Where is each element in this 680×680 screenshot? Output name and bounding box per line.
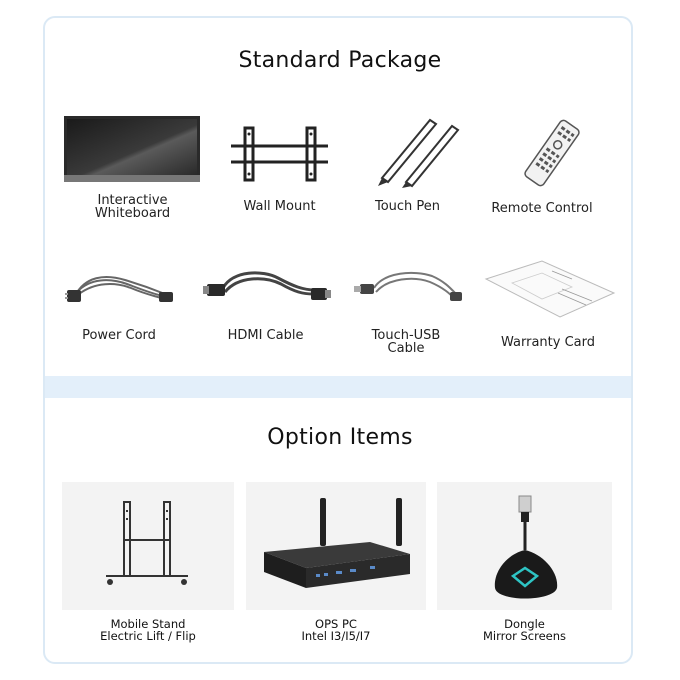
- dongle-icon: [487, 494, 567, 606]
- touch-usb-cable-label: Touch-USB Cable: [371, 328, 441, 356]
- standard-package-title: Standard Package: [238, 48, 442, 73]
- item-warranty-card: [478, 255, 618, 355]
- item-remote-control: [472, 112, 612, 222]
- ops-pc-icon: [260, 496, 416, 600]
- hdmi-cable-icon: [203, 266, 333, 311]
- usb-cable-icon: [354, 266, 466, 306]
- option-items-title: Option Items: [267, 425, 413, 450]
- warranty-card-label: Warranty Card: [501, 335, 595, 350]
- item-touch-pen: [355, 112, 460, 222]
- section-divider: [45, 376, 631, 398]
- dongle-label: [437, 618, 612, 642]
- touch-pen-icon: [370, 116, 460, 188]
- remote-control-label: Remote Control: [491, 201, 593, 216]
- mobile-stand-line2: Electric Lift / Flip: [100, 629, 196, 643]
- ops-pc-line1: OPS PC: [315, 617, 357, 631]
- ops-pc-label: [246, 618, 426, 642]
- warranty-card-icon: [482, 257, 617, 322]
- dongle-line1: Dongle: [504, 617, 545, 631]
- dongle-line2: Mirror Screens: [482, 629, 567, 643]
- remote-control-icon: [517, 117, 587, 189]
- wall-mount-icon: [227, 124, 332, 184]
- whiteboard-label: Interactive Whiteboard: [94, 193, 171, 221]
- touch-pen-label: Touch Pen: [374, 199, 441, 214]
- wall-mount-label: Wall Mount: [243, 199, 316, 214]
- whiteboard-icon: [63, 115, 203, 185]
- item-wall-mount: [222, 112, 337, 222]
- power-cord-label: Power Cord: [82, 328, 156, 343]
- mobile-stand-line1: Mobile Stand: [110, 617, 186, 631]
- mobile-stand-label: [62, 618, 234, 642]
- item-hdmi-cable: [198, 262, 333, 352]
- power-cord-icon: [65, 268, 175, 308]
- hdmi-cable-label: HDMI Cable: [227, 328, 304, 343]
- item-power-cord: [60, 262, 178, 352]
- mobile-stand-icon: [102, 500, 192, 592]
- item-touch-usb-cable: [346, 262, 466, 362]
- ops-pc-line2: Intel I3/I5/I7: [301, 629, 371, 643]
- option-tile-dongle: [437, 482, 612, 610]
- item-interactive-whiteboard: [60, 112, 205, 222]
- option-tile-ops-pc: [246, 482, 426, 610]
- option-tile-mobile-stand: [62, 482, 234, 610]
